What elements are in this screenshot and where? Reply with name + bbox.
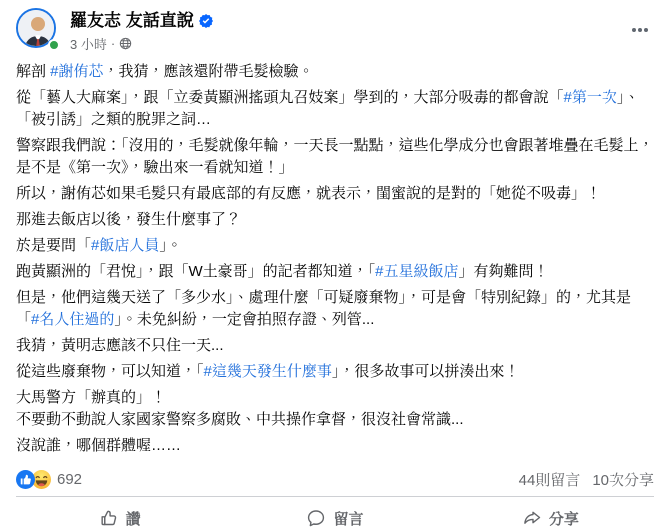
reaction-count[interactable]: 692 — [57, 471, 83, 488]
post-text: 於是要問「 — [16, 237, 92, 254]
post-header — [0, 0, 670, 57]
reaction-summary[interactable] — [16, 470, 82, 489]
header-text — [70, 8, 213, 53]
post-text: 」。未免糾紛，一定會拍照存證、列管... — [114, 311, 375, 328]
post-paragraph — [16, 87, 654, 131]
engagement-counts — [519, 469, 654, 490]
share-button[interactable] — [443, 500, 658, 528]
online-status-dot — [48, 39, 60, 51]
hashtag-link[interactable]: #名人住過的 — [31, 311, 115, 328]
post-text: 從「藝人大麻案」，跟「立委黃顯洲搖頭丸召妓案」學到的，大部分吸毒的都會說「 — [16, 89, 564, 106]
post-text: 警察跟我們說：「沒用的，毛髮就像年輪，一天長一點點，這些化學成分也會跟著堆疊在毛髮上，是不是《第一次》，驗出來一看就知道！」 — [16, 137, 654, 176]
like-button[interactable] — [12, 500, 227, 528]
post-content — [0, 57, 670, 461]
verified-badge-icon — [199, 14, 213, 28]
post-paragraph — [16, 61, 654, 83]
action-bar — [0, 497, 670, 528]
globe-privacy-icon — [119, 37, 132, 50]
more-options-button[interactable] — [624, 14, 656, 46]
post-paragraph — [16, 335, 654, 357]
share-arrow-icon — [522, 508, 542, 528]
post-text: 」。 — [159, 237, 182, 254]
hashtag-link[interactable]: #第一次 — [563, 89, 617, 106]
post-paragraph — [16, 287, 654, 331]
avatar[interactable] — [16, 8, 60, 52]
hashtag-link[interactable]: #這幾天發生什麼事 — [203, 363, 332, 380]
share-count[interactable]: 10次分享 — [592, 472, 654, 489]
comment-bubble-icon — [306, 508, 326, 528]
post-paragraph — [16, 235, 654, 257]
like-button-label: 讚 — [125, 510, 141, 528]
post-text: 跑黃顯洲的「君悅」，跟「W土豪哥」的記者都知道，「 — [16, 263, 376, 280]
thumbs-up-icon — [99, 508, 119, 528]
hashtag-link[interactable]: #謝侑芯 — [50, 63, 104, 80]
post-meta — [70, 34, 213, 53]
post-paragraph — [16, 135, 654, 179]
post-paragraph — [16, 361, 654, 383]
timestamp[interactable]: 3 小時 — [70, 37, 107, 52]
post-paragraph — [16, 183, 654, 205]
post-text: 所以，謝侑芯如果毛髮只有最底部的有反應，就表示，閨蜜說的是對的「她從不吸毒」！ — [16, 185, 602, 202]
post-text: 我猜，黃明志應該不只住一天... — [16, 337, 224, 354]
post-text: 解剖 — [16, 63, 51, 80]
engagement-bar — [0, 461, 670, 496]
post-text: 」有夠難問！ — [458, 263, 549, 280]
post-text: 沒說誰，哪個群體喔…… — [16, 437, 182, 454]
post-paragraph — [16, 209, 654, 231]
hashtag-link[interactable]: #飯店人員 — [91, 237, 160, 254]
post-text: 那進去飯店以後，發生什麼事了？ — [16, 211, 242, 228]
post-paragraph — [16, 435, 654, 457]
meta-separator: · — [110, 36, 116, 51]
post-text: 大馬警方「辦真的」！ — [16, 389, 167, 406]
post-text: 從這些廢棄物，可以知道，「 — [16, 363, 204, 380]
share-button-label: 分享 — [548, 510, 579, 528]
author-name[interactable]: 羅友志 友話直說 — [70, 11, 194, 30]
post-paragraph — [16, 261, 654, 283]
hashtag-link[interactable]: #五星級飯店 — [375, 263, 459, 280]
comment-count[interactable]: 44則留言 — [518, 472, 581, 489]
post-text: 不要動不動說人家國家警察多腐敗、中共操作拿督，很沒社會常識... — [16, 411, 464, 428]
post-text: 但是，他們這幾天送了「多少水」、處理什麼「可疑廢棄物」，可是會「特別紀錄」的，尤其是「 — [16, 289, 632, 328]
post-text: ，我猜，應該還附帶毛髮檢驗。 — [103, 63, 314, 80]
post-paragraph — [16, 387, 654, 431]
comment-button[interactable] — [227, 500, 442, 528]
three-dots-icon — [630, 20, 650, 40]
post-text: 」，很多故事可以拼湊出來！ — [331, 363, 520, 380]
comment-button-label: 留言 — [333, 510, 364, 528]
post-text: 」、「被引誘」之類的脫罪之詞… — [16, 89, 640, 128]
like-reaction-icon — [16, 470, 35, 489]
